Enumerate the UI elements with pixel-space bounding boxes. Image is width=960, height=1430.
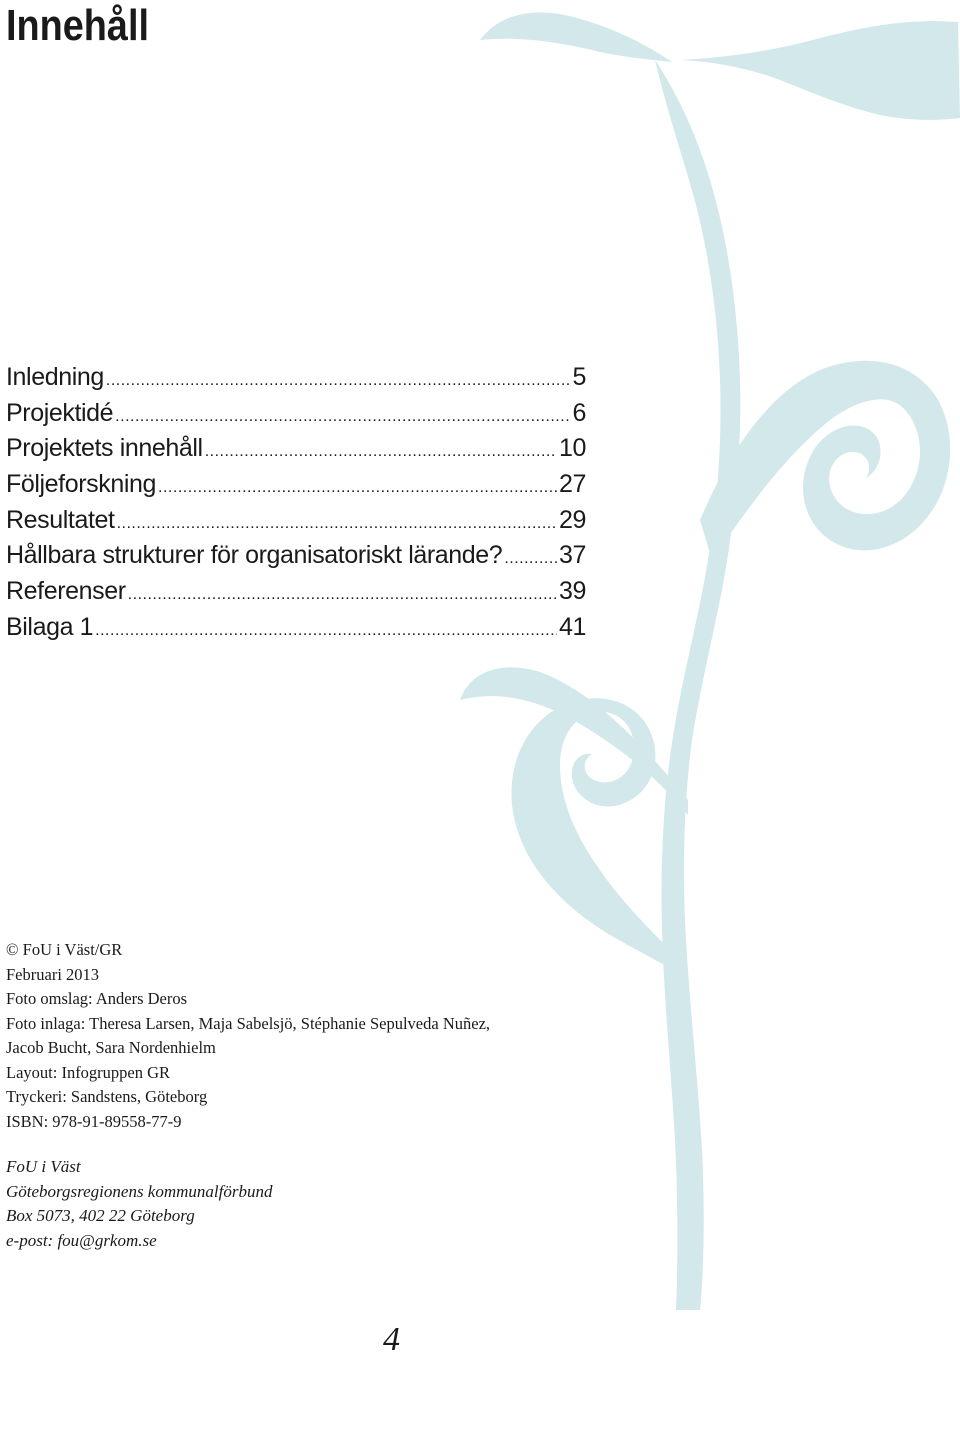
toc-leader-dots: [504, 541, 557, 576]
toc-entry-page: 27: [558, 470, 586, 499]
toc-entry-projektide[interactable]: [6, 396, 586, 432]
colophon: [6, 938, 646, 1134]
toc-entry-label: Inledning: [6, 363, 104, 391]
postal-address: Box 5073, 402 22 Göteborg: [6, 1206, 195, 1225]
toc-entry-bilaga-1[interactable]: [6, 610, 586, 646]
org-name: FoU i Väst: [6, 1157, 81, 1176]
toc-entry-hallbara-strukturer[interactable]: [6, 538, 586, 574]
toc-entry-projektets-innehall[interactable]: [6, 431, 586, 467]
toc-entry-label: Bilaga 1: [6, 612, 94, 641]
plant-left-leaf: [460, 667, 688, 815]
toc-entry-referenser[interactable]: [6, 574, 586, 610]
inner-photo-credit-cont: Jacob Bucht, Sara Nordenhielm: [6, 1038, 216, 1057]
plant-top-leaf-left: [480, 12, 672, 62]
plant-top-leaf: [680, 21, 960, 120]
table-of-contents: [6, 360, 586, 646]
page-number: 4: [383, 1321, 400, 1358]
toc-entry-label: Projektidé: [6, 398, 114, 427]
toc-leader-dots: [205, 434, 557, 469]
toc-leader-dots: [128, 577, 557, 612]
toc-entry-page: 41: [558, 612, 586, 641]
toc-entry-page: 5: [572, 363, 586, 391]
toc-leader-dots: [106, 363, 571, 398]
toc-entry-label: Följeforskning: [6, 470, 157, 499]
email-address[interactable]: e-post: fou@grkom.se: [6, 1230, 157, 1250]
publisher-address: [6, 1155, 272, 1253]
page-title: Innehåll: [6, 1, 149, 50]
toc-entry-label: Referenser: [6, 577, 126, 606]
toc-entry-page: 29: [558, 505, 586, 534]
plant-left-branch: [511, 698, 682, 975]
cover-photo-credit: Foto omslag: Anders Deros: [6, 989, 188, 1008]
toc-entry-foljeforskning[interactable]: [6, 467, 586, 503]
toc-entry-label: Resultatet: [6, 505, 115, 534]
toc-entry-page: 6: [572, 398, 586, 427]
plant-stem: [655, 60, 740, 1310]
copyright-line: © FoU i Väst/GR: [6, 940, 123, 959]
toc-entry-page: 39: [558, 577, 586, 606]
toc-entry-page: 37: [558, 541, 586, 570]
toc-leader-dots: [117, 506, 557, 541]
org-full-name: Göteborgsregionens kommunalförbund: [6, 1181, 273, 1201]
inner-photo-credit: Foto inlaga: Theresa Larsen, Maja Sabelsjö, Stéphanie Sepulveda Nuñez,: [6, 1013, 491, 1033]
toc-leader-dots: [158, 470, 557, 505]
layout-credit: Layout: Infogruppen GR: [6, 1062, 171, 1082]
toc-entry-label: Projektets innehåll: [6, 434, 203, 463]
toc-entry-resultatet[interactable]: [6, 503, 586, 539]
printer-credit: Tryckeri: Sandstens, Göteborg: [6, 1087, 208, 1106]
isbn: ISBN: 978-91-89558-77-9: [6, 1111, 182, 1131]
toc-entry-inledning[interactable]: [6, 360, 586, 396]
publication-date: Februari 2013: [6, 964, 100, 984]
toc-leader-dots: [95, 613, 557, 648]
toc-leader-dots: [115, 399, 570, 434]
toc-entry-label: Hållbara strukturer för organisatoriskt lärande?: [6, 541, 503, 570]
toc-entry-page: 10: [558, 434, 586, 463]
